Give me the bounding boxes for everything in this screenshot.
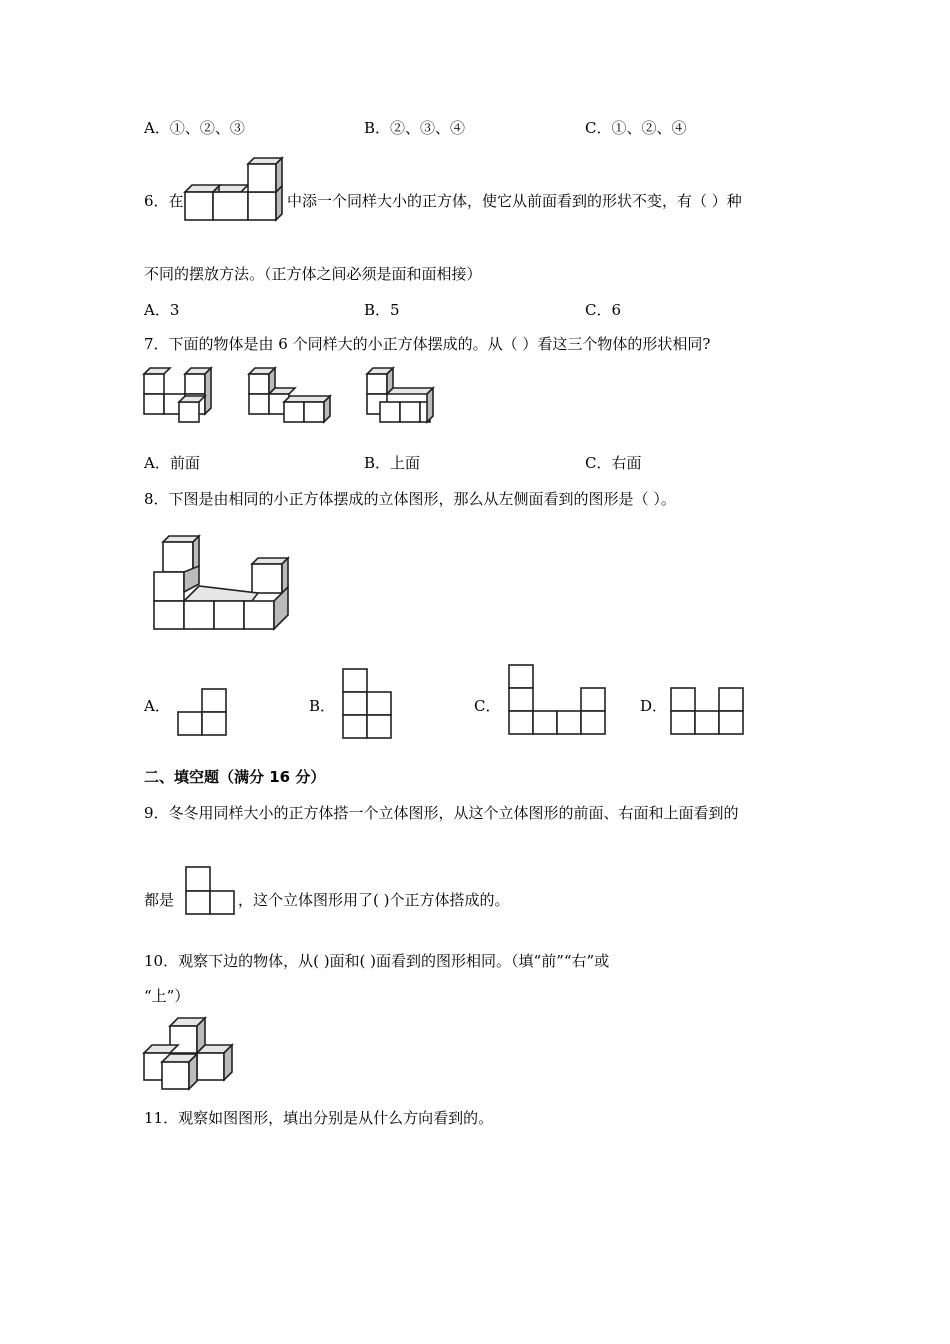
q7-figure-2: [248, 366, 338, 426]
q6-option-b: B．5: [364, 301, 400, 319]
q9-prefix: 都是: [144, 891, 175, 909]
q6-line2: 不同的摆放方法。（正方体之间必须是面和面相接）: [144, 265, 482, 283]
q8-text: 8．下图是由相同的小正方体摆成的立体图形，那么从左侧面看到的图形是（ ）。: [144, 490, 676, 508]
section-title: 二、填空题（满分 16 分）: [144, 768, 326, 786]
q6-cube-figure: [184, 150, 286, 222]
q10-line2: “上”）: [144, 987, 190, 1005]
q5-option-a: A．①、②、③: [144, 119, 245, 137]
q10-line1: 10．观察下边的物体，从( )面和( )面看到的图形相同。（填“前”“右”或: [144, 952, 610, 970]
q8-option-c-figure: [508, 664, 606, 736]
q7-text: 7．下面的物体是由 6 个同样大的小正方体摆成的。从（ ）看这三个物体的形状相同?: [144, 335, 711, 353]
q10-cube-figure: [142, 1017, 238, 1091]
q7-option-b: B．上面: [364, 454, 421, 472]
q6-suffix: 中添一个同样大小的正方体，使它从前面看到的形状不变，有（ ）种: [287, 192, 742, 210]
q11-text: 11．观察如图图形，填出分别是从什么方向看到的。: [144, 1109, 494, 1127]
q9-view-figure: [185, 866, 237, 916]
q8-option-a-label: A．: [144, 697, 170, 715]
q8-option-a-figure: [177, 688, 227, 736]
q6-option-a: A．3: [144, 301, 180, 319]
q5-option-b: B．②、③、④: [364, 119, 466, 137]
q6-prefix: 6．在: [144, 192, 184, 210]
q8-option-c-label: C．: [474, 697, 501, 715]
q5-option-c: C．①、②、④: [585, 119, 687, 137]
q7-option-c: C．右面: [585, 454, 642, 472]
q8-option-b-label: B．: [309, 697, 336, 715]
q8-cube-figure: [152, 534, 294, 632]
q7-figure-1: [143, 366, 215, 426]
q9-suffix: ，这个立体图形用了( )个正方体搭成的。: [238, 891, 510, 909]
q8-option-d-label: D．: [640, 697, 668, 715]
q8-option-d-figure: [670, 687, 746, 737]
q7-option-a: A．前面: [144, 454, 200, 472]
q8-option-b-figure: [342, 668, 392, 740]
q7-figure-3: [366, 366, 438, 426]
q9-line1: 9．冬冬用同样大小的正方体搭一个立体图形，从这个立体图形的前面、右面和上面看到的: [144, 804, 739, 822]
q6-option-c: C．6: [585, 301, 622, 319]
